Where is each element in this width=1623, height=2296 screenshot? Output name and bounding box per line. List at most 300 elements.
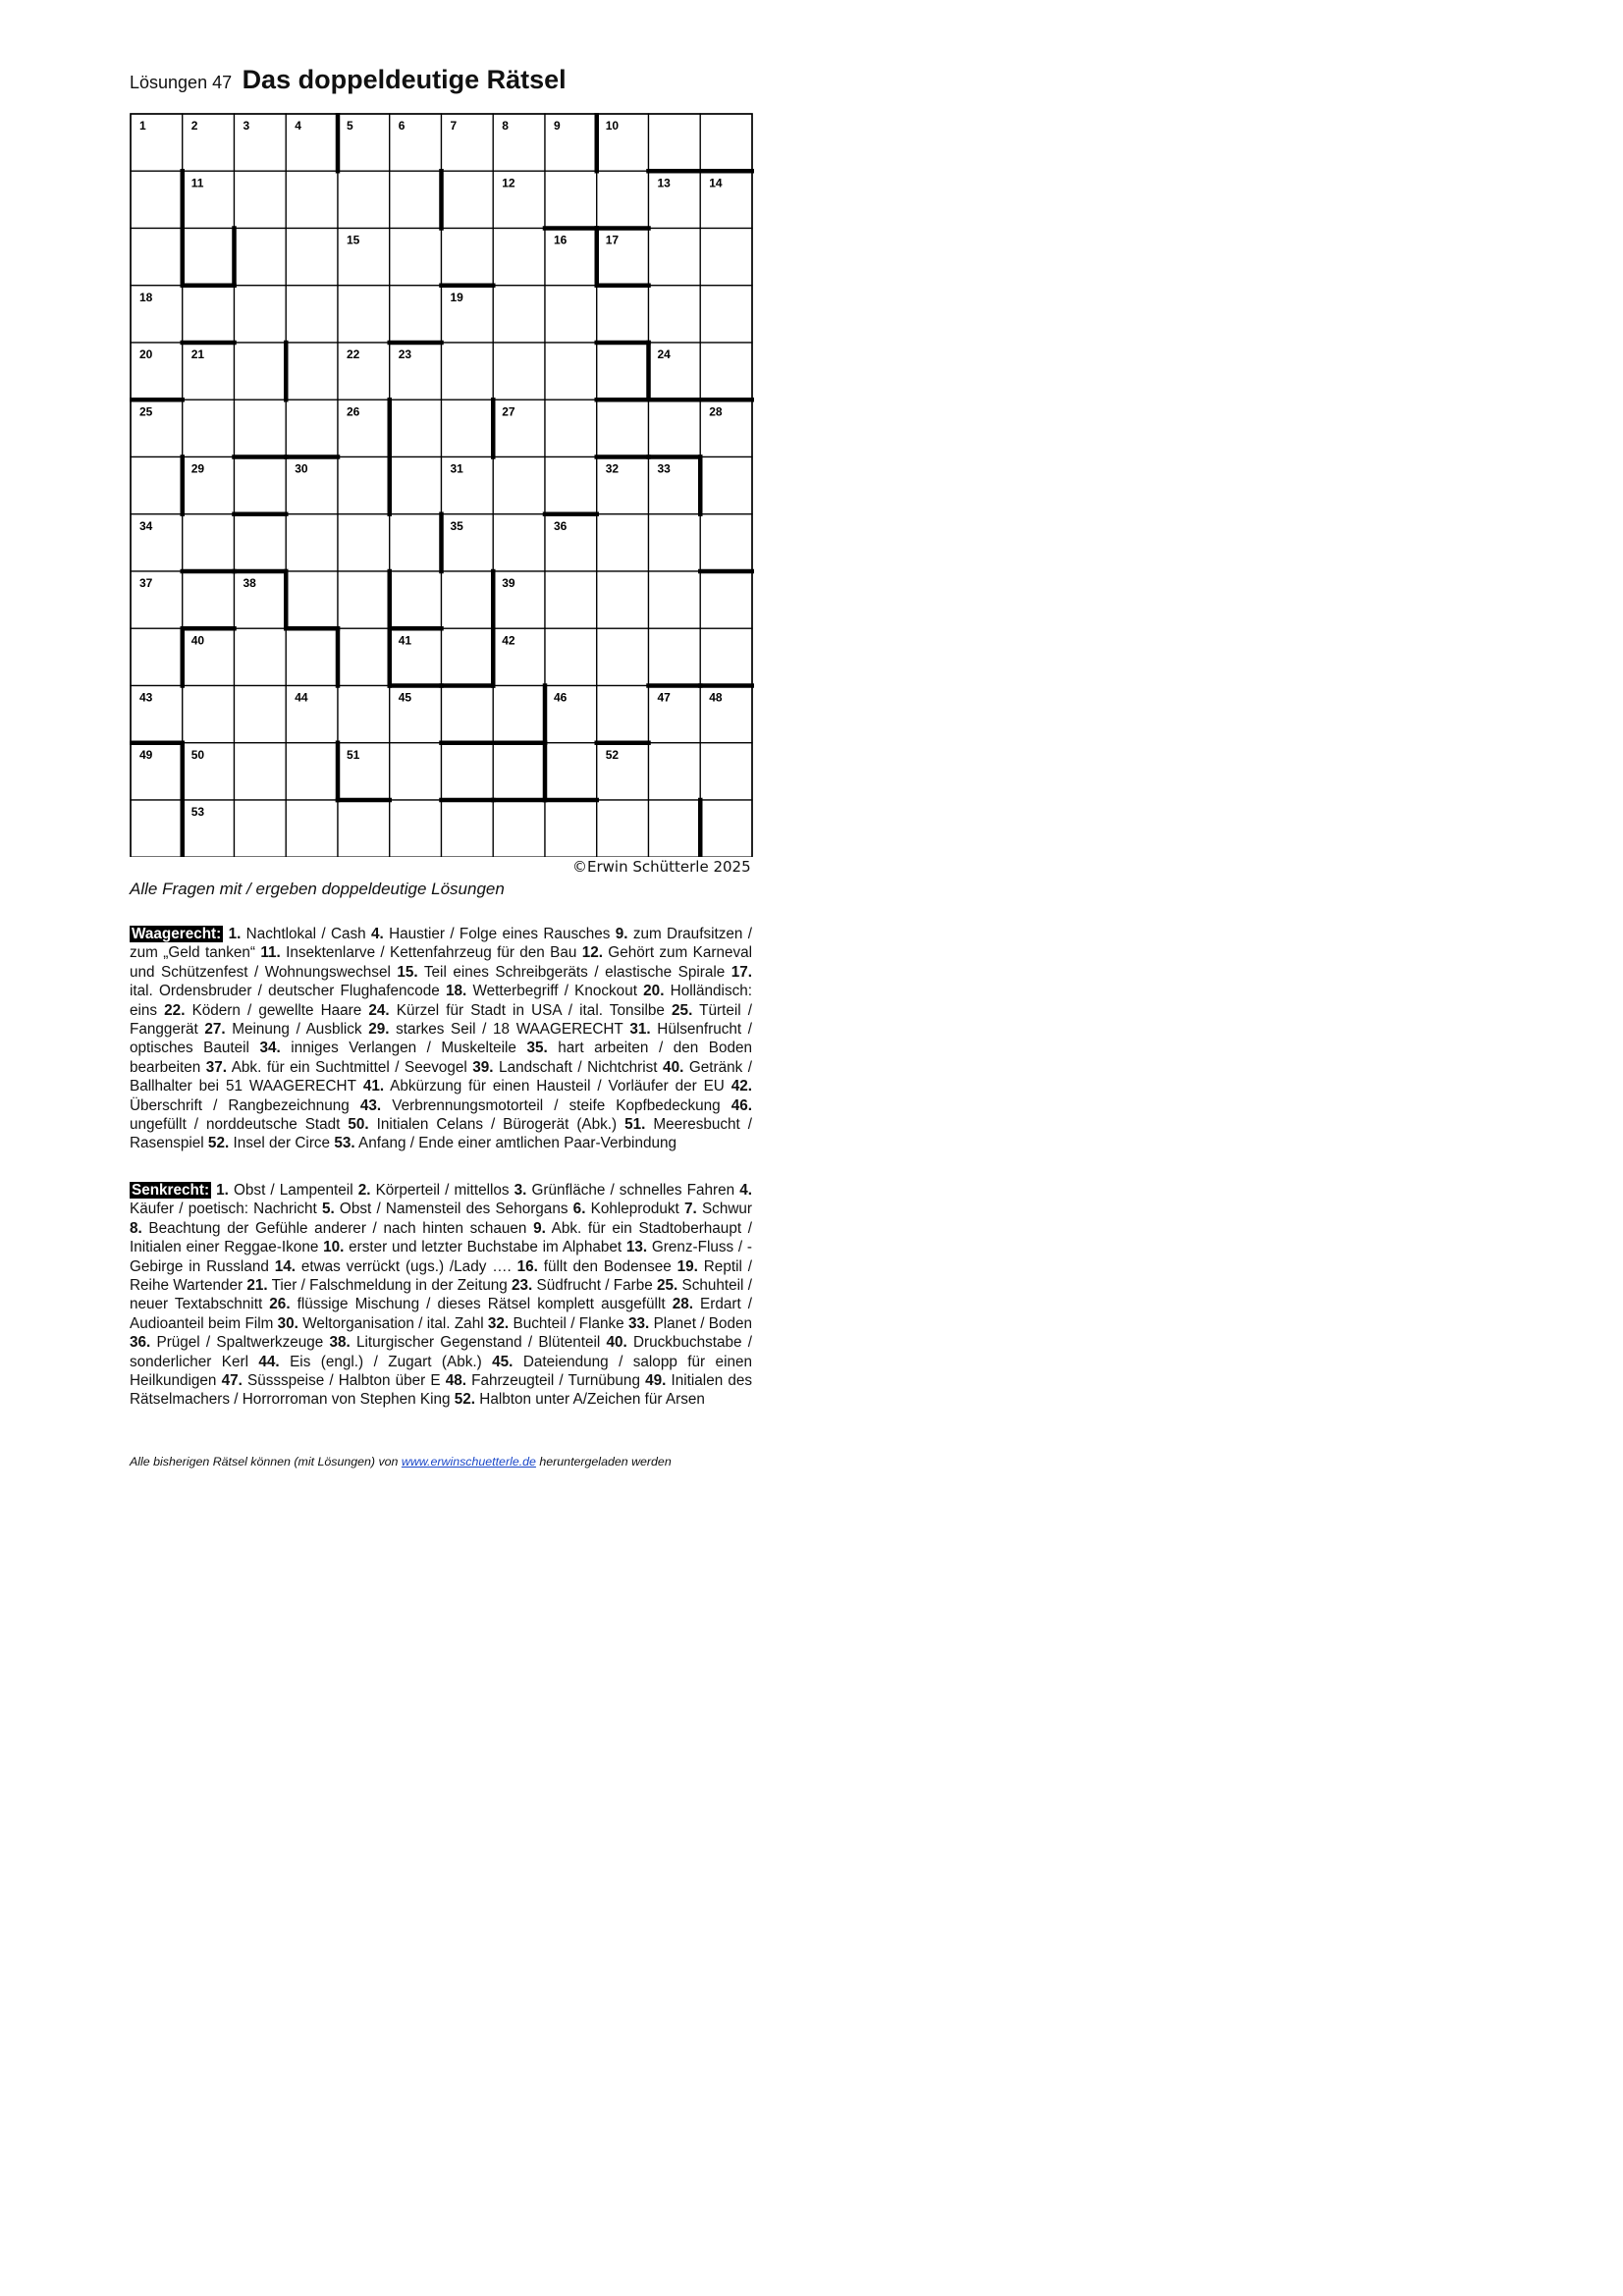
clue-number: 18 [139,290,153,304]
clue-text: Anfang / Ende einer amtlichen Paar-Verbindung [354,1135,676,1152]
grid-cell [649,400,701,456]
clue-text: starkes Seil / 18 WAAGERECHT [389,1021,623,1039]
clue-number: 29. [361,1021,390,1039]
page-title: Das doppeldeutige Rätsel [242,65,567,94]
footer-text-before: Alle bisherigen Rätsel können (mit Lösungen) von [130,1455,402,1468]
grid-cell [649,628,701,685]
grid-cell [390,571,442,628]
clue-text: Halbton unter A/Zeichen für Arsen [475,1391,705,1409]
grid-cell [649,457,701,514]
clue-text: Obst / Namensteil des Sehorgans [334,1201,568,1218]
grid-cell [545,800,597,857]
grid-cell [649,171,701,228]
clue-number: 51 [347,747,360,762]
clue-number: 21. [243,1277,268,1295]
grid-cell [338,686,390,743]
clue-number: 45 [398,690,412,705]
grid-cell [338,457,390,514]
grid-cell [131,286,183,343]
clue-text: Buchteil / Flanke [509,1314,624,1332]
solution-number: Lösungen 47 [130,73,233,92]
grid-cell [493,571,545,628]
grid-cell [442,457,494,514]
clue-number: 45. [481,1353,514,1370]
grid-cell [131,628,183,685]
website-link[interactable]: www.erwinschuetterle.de [401,1455,536,1468]
clue-number: 43 [139,690,153,705]
grid-cell [338,514,390,571]
clue-number: 10 [605,119,620,133]
clue-number: 26 [347,404,360,419]
clue-text: Insel der Circe [229,1135,331,1152]
grid-cell [183,286,235,343]
grid-cell [286,171,338,228]
clue-number: 16 [554,233,568,247]
grid-cell [597,628,649,685]
grid-cell [390,114,442,171]
clue-text: Abk. für ein Suchtmittel / Seevogel [227,1058,467,1076]
footer-text-after: heruntergeladen werden [535,1455,672,1468]
clue-text: Süssspeise / Halbton über E [242,1372,441,1390]
clue-number: 5. [316,1201,335,1218]
grid-cell [700,628,752,685]
clue-text: Körperteil / mittellos [370,1182,510,1199]
grid-cell [235,343,287,400]
grid-cell [700,514,752,571]
grid-cell [442,286,494,343]
clue-text: Holländisch: eins [130,983,753,1019]
grid-cell [493,114,545,171]
grid-cell [390,457,442,514]
clue-number: 3. [509,1182,527,1199]
grid-cell [390,343,442,400]
grid-cell [390,286,442,343]
grid-cell [442,628,494,685]
grid-cell [235,514,287,571]
down-label: Senkrecht: [132,1182,210,1199]
clue-number: 47. [216,1372,243,1390]
grid-cell [183,743,235,800]
grid-cell [286,114,338,171]
grid-cell [131,457,183,514]
grid-cell [493,686,545,743]
clue-number: 25 [139,404,153,419]
clue-text: Kürzel für Stadt in USA / ital. Tonsilbe [389,1001,665,1019]
grid-cell [442,343,494,400]
clue-number: 21 [190,347,205,361]
crossword-grid [130,113,754,857]
clue-number: 47 [657,690,671,705]
grid-cell [286,343,338,400]
footer-note [130,1455,672,1468]
grid-cell [700,743,752,800]
grid-cell [545,400,597,456]
grid-cell [493,171,545,228]
clue-text: hart arbeiten / den Boden bearbeiten [130,1040,753,1076]
clue-number: 6 [398,119,406,133]
grid-cell [597,229,649,286]
clue-number: 12. [576,944,603,962]
grid-cell [649,286,701,343]
grid-cell [183,457,235,514]
clue-text: Initialen Celans / Bürogerät (Abk.) [368,1116,618,1134]
grid-cell [286,514,338,571]
grid-cell [390,229,442,286]
grid-cell [390,514,442,571]
clue-number: 28. [665,1296,693,1313]
grid-cell [286,743,338,800]
clue-number: 19. [671,1257,698,1275]
clue-text: Initialen des Rätselmachers / Horrorroman von Stephen King [130,1372,753,1409]
grid-cell [700,571,752,628]
clue-text: inniges Verlangen / Muskelteile [280,1040,516,1057]
clue-text: Planet / Boden [649,1314,753,1332]
grid-cell [493,800,545,857]
clue-number: 15. [390,963,418,981]
clue-number: 13. [622,1239,648,1256]
grid-cell [597,686,649,743]
grid-cell [649,800,701,857]
clue-number: 2. [352,1182,371,1199]
clue-text: Dateiendung / salopp für einen Heilkundigen [130,1353,752,1390]
clue-number: 11 [190,176,204,190]
clue-number: 17 [605,233,620,247]
clue-number: 25. [652,1277,678,1295]
grid-cell [131,571,183,628]
clue-text: Beachtung der Gefühle anderer / nach hinten schauen [141,1219,527,1237]
grid-cell [442,400,494,456]
grid-cell [183,400,235,456]
grid-cell [390,800,442,857]
clue-text: Druckbuchstabe / sonderlicher Kerl [130,1334,753,1370]
grid-cell [338,571,390,628]
clue-number: 35 [450,518,463,533]
grid-cell [131,400,183,456]
grid-cell [597,286,649,343]
grid-cell [131,171,183,228]
clue-number: 46 [554,690,568,705]
clue-number: 27. [197,1021,226,1039]
clue-number: 39. [466,1058,494,1076]
grid-cell [338,343,390,400]
clue-number: 17. [725,963,753,981]
clue-number: 9. [610,926,628,942]
clue-number: 37. [200,1058,228,1076]
grid-cell [183,343,235,400]
clue-number: 40 [190,633,205,648]
clue-number: 40. [600,1334,627,1352]
clue-number: 11. [255,944,281,962]
clue-text: Abkürzung für einen Hausteil / Vorläufer der EU [384,1078,725,1095]
clue-number: 7 [450,119,458,133]
grid-cell [545,743,597,800]
clue-number: 52. [203,1135,230,1152]
grid-cell [390,171,442,228]
grid-cell [235,171,287,228]
clue-number: 28 [709,404,723,419]
grid-cell [286,286,338,343]
grid-cell [286,686,338,743]
grid-cell [131,343,183,400]
clue-text: flüssige Mischung / dieses Rätsel komplett ausgefüllt [290,1296,666,1313]
grid-cell [183,171,235,228]
grid-cell [183,686,235,743]
grid-cell [545,457,597,514]
grid-cell [338,114,390,171]
grid-cell [390,628,442,685]
clue-text: etwas verrückt (ugs.) /Lady …. [295,1257,512,1275]
grid-cell [493,286,545,343]
clue-number: 44. [247,1353,280,1370]
clue-text: Schuhteil / neuer Textabschnitt [130,1277,752,1313]
clue-text: ungefüllt / norddeutsche Stadt [130,1116,341,1134]
clue-number: 8. [130,1219,142,1237]
clue-number: 44 [295,690,308,705]
clue-text: Fahrzeugteil / Turnübung [465,1372,640,1390]
grid-cell [338,800,390,857]
clue-number: 38. [323,1334,351,1352]
grid-cell [286,628,338,685]
grid-cell [700,229,752,286]
grid-cell [183,628,235,685]
clue-number: 2 [190,119,198,133]
clue-text: Abk. für ein Stadtoberhaupt / Initialen einer Reggae-Ikone [130,1219,752,1256]
grid-cell [442,800,494,857]
clue-number: 4 [295,119,301,133]
clue-text: Insektenlarve / Kettenfahrzeug für den Bau [280,944,577,962]
grid-cell [131,800,183,857]
grid-cell [390,686,442,743]
clue-number: 1. [211,1182,229,1199]
clue-text: Grenz-Fluss / -Gebirge in Russland [130,1239,753,1275]
clue-number: 31. [622,1021,651,1039]
clue-number: 23 [398,347,412,361]
clue-text: Erdart / Audioanteil beim Film [130,1296,753,1332]
grid-cell [545,171,597,228]
clue-text: erster und letzter Buchstabe im Alphabet [344,1239,622,1256]
grid-cell [338,171,390,228]
grid-cell [700,171,752,228]
clue-number: 52. [450,1391,476,1409]
clue-number: 6. [568,1201,586,1218]
clue-number: 14 [709,176,723,190]
clue-number: 24 [657,347,671,361]
clue-number: 34. [248,1040,281,1057]
clue-number: 32 [605,461,620,476]
clue-number: 50. [340,1116,369,1134]
grid-cell [390,743,442,800]
clue-number: 9. [526,1219,546,1237]
grid-cell [390,400,442,456]
grid-cell [597,800,649,857]
grid-cell [545,286,597,343]
clue-number: 8 [502,119,509,133]
grid-cell [235,743,287,800]
clue-text: Türteil / Fanggerät [130,1001,753,1039]
grid-cell [235,457,287,514]
clue-number: 30 [295,461,308,476]
clue-number: 53 [190,805,205,819]
clue-number: 36 [554,518,568,533]
clue-number: 3 [243,119,250,133]
clue-number: 36. [130,1334,151,1352]
clue-text: Obst / Lampenteil [228,1182,353,1199]
grid-cell [700,800,752,857]
grid-cell [286,400,338,456]
puzzle-page [0,0,1085,1534]
grid-cell [235,628,287,685]
clue-text: Landschaft / Nichtchrist [493,1058,658,1076]
clue-text: zum Draufsitzen / zum „Geld tanken“ [130,926,752,962]
grid-cell [700,457,752,514]
grid-cell [235,800,287,857]
clue-number: 1 [139,119,146,133]
grid-cell [700,343,752,400]
clue-number: 41 [398,633,412,648]
grid-cell [493,229,545,286]
grid-cell [338,400,390,456]
clue-text: Haustier / Folge eines Rausches [383,926,611,942]
grid-cell [286,457,338,514]
grid-cell [597,457,649,514]
clue-number: 14. [268,1257,296,1275]
grid-cell [183,229,235,286]
grid-cell [545,229,597,286]
grid-cell [235,114,287,171]
clue-text: Grünfläche / schnelles Fahren [526,1182,735,1199]
grid-cell [597,743,649,800]
clue-number: 39 [502,576,515,590]
grid-cell [597,171,649,228]
clue-text: Liturgischer Gegenstand / Blütenteil [350,1334,601,1352]
across-clues [130,925,752,1153]
clue-text: Schwur [696,1201,752,1218]
clue-number: 24. [361,1001,390,1019]
grid-cell [235,400,287,456]
grid-cell [597,114,649,171]
grid-cell [545,686,597,743]
grid-cell [493,514,545,571]
clue-text: Überschrift / Rangbezeichnung [130,1096,350,1114]
clue-number: 42 [502,633,515,648]
grid-cell [442,514,494,571]
grid-cell [597,343,649,400]
clue-number: 23. [507,1277,533,1295]
clue-text: Käufer / poetisch: Nachricht [130,1201,317,1218]
grid-cell [493,457,545,514]
clue-number: 40. [657,1058,684,1076]
grid-cell [700,686,752,743]
clue-number: 34 [139,518,153,533]
clue-number: 20 [139,347,153,361]
clue-number: 48 [709,690,723,705]
clue-number: 15 [347,233,360,247]
clue-number: 49 [139,747,153,762]
page-heading [130,65,567,95]
grid-cell [286,229,338,286]
grid-cell [442,114,494,171]
grid-cell [183,114,235,171]
grid-cell [131,686,183,743]
grid-cell [493,343,545,400]
grid-cell [545,571,597,628]
clue-number: 5 [347,119,353,133]
clue-number: 48. [440,1372,466,1390]
clue-text: Weltorganisation / ital. Zahl [298,1314,484,1332]
grid-cell [649,743,701,800]
clue-text: Verbrennungsmotorteil / steife Kopfbedeckung [381,1096,721,1114]
grid-cell [442,229,494,286]
clue-number: 42. [724,1078,753,1095]
clue-number: 35. [515,1040,548,1057]
clue-text: Getränk / Ballhalter bei 51 WAAGERECHT [130,1058,752,1095]
grid-cell [338,628,390,685]
grid-cell [338,743,390,800]
clue-number: 1. [223,926,242,942]
grid-cell [597,514,649,571]
grid-cell [442,171,494,228]
grid-cell [493,400,545,456]
clue-number: 31 [450,461,463,476]
down-clues [130,1181,752,1410]
clue-text: Kohleprodukt [585,1201,679,1218]
grid-cell [493,743,545,800]
clue-text: Eis (engl.) / Zugart (Abk.) [279,1353,482,1370]
grid-cell [649,514,701,571]
clue-text: ital. Ordensbruder / deutscher Flughafencode [130,983,440,1000]
clue-number: 37 [139,576,153,590]
clue-text: Prügel / Spaltwerkzeuge [150,1334,324,1352]
grid-cell [700,114,752,171]
clue-number: 4. [365,926,384,942]
grid-cell [131,114,183,171]
clue-text: Wetterbegriff / Knockout [466,983,637,1000]
grid-cell [131,514,183,571]
clue-text: Tier / Falschmeldung in der Zeitung [267,1277,508,1295]
clue-number: 52 [605,747,620,762]
clue-text: Meinung / Ausblick [225,1021,362,1039]
grid-cell [286,571,338,628]
clue-number: 29 [190,461,205,476]
clue-text: Nachtlokal / Cash [241,926,366,942]
grid-cell [545,114,597,171]
grid-cell [183,571,235,628]
clue-number: 50 [190,747,205,762]
clue-number: 22 [347,347,360,361]
grid-cell [649,229,701,286]
clue-text: Meeresbucht / Rasenspiel [130,1116,753,1152]
clue-number: 10. [318,1239,345,1256]
clue-text: Reptil / Reihe Wartender [130,1257,752,1295]
grid-cell [183,800,235,857]
clue-number: 13 [657,176,671,190]
grid-cell [649,571,701,628]
grid-cell [442,571,494,628]
clue-text: Gehört zum Karneval und Schützenfest / Wohnungswechsel [130,944,753,981]
grid-cell [338,229,390,286]
clue-number: 9 [554,119,561,133]
clue-text: Südfrucht / Farbe [532,1277,653,1295]
clue-number: 27 [502,404,515,419]
clue-number: 26. [262,1296,291,1313]
grid-cell [286,800,338,857]
grid-cell [700,286,752,343]
across-label: Waagerecht: [132,926,222,942]
clue-number: 33 [657,461,671,476]
grid-cell [442,686,494,743]
clue-text: Ködern / gewellte Haare [185,1001,362,1019]
clue-number: 12 [502,176,515,190]
